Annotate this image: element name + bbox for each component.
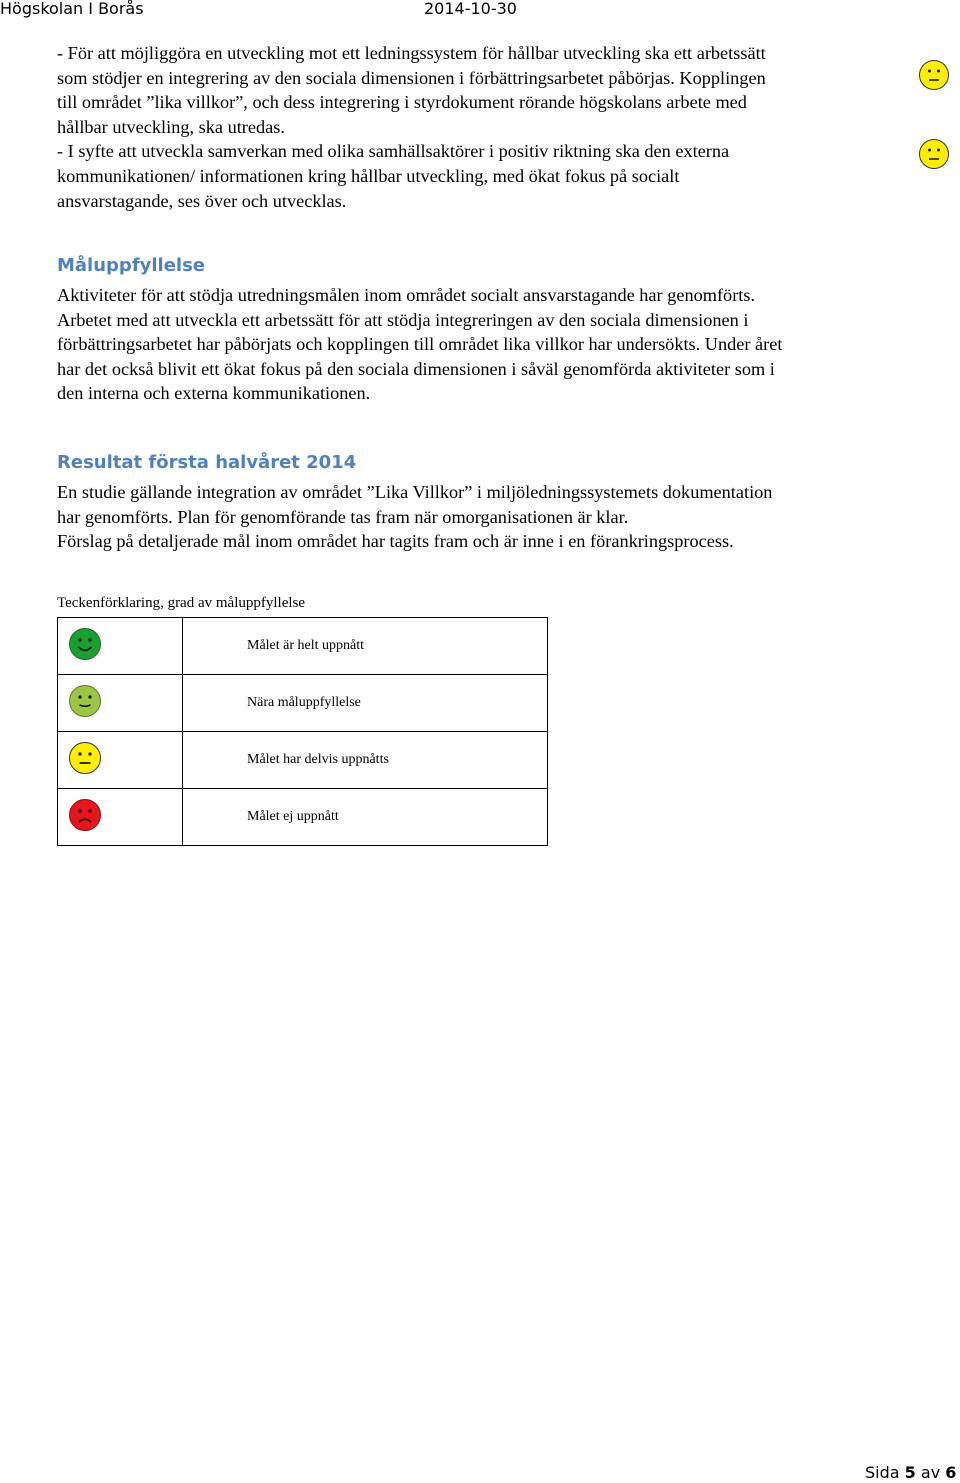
- resultat-line: Förslag på detaljerade mål inom området har tagits fram och är inne i en förankringsprocess.: [57, 531, 734, 552]
- footer-page-number: 5: [904, 1463, 916, 1482]
- header-date: 2014-10-30: [424, 0, 517, 18]
- resultat-paragraph: [57, 480, 917, 554]
- maluppfyllelse-line: förbättringsarbetet har påbörjats och kopplingen till området lika villkor har undersökts. Under året: [57, 334, 783, 355]
- maluppfyllelse-paragraph: [57, 283, 917, 406]
- footer-prefix: Sida: [865, 1463, 905, 1482]
- maluppfyllelse-heading: Måluppfyllelse: [57, 255, 206, 276]
- header-institution: Högskolan I Borås: [0, 0, 144, 18]
- resultat-line: En studie gällande integration av området ”Lika Villkor” i miljöledningssystemets dokumentation: [57, 482, 773, 502]
- footer-middle: av: [915, 1463, 946, 1482]
- page-header: [0, 0, 960, 22]
- legend-row: [58, 789, 548, 846]
- legend-row: [58, 618, 548, 675]
- legend-icon-cell: [58, 618, 183, 675]
- intro-paragraph: [57, 41, 917, 213]
- legend-label: Nära måluppfyllelse: [183, 675, 548, 732]
- smiley-yellow-icon: [918, 138, 950, 170]
- resultat-heading: Resultat första halvåret 2014: [57, 452, 357, 473]
- intro-line: till området ”lika villkor”, och dess integrering i styrdokument rörande högskolans arbete med: [57, 92, 747, 113]
- smiley-red-icon: [68, 798, 102, 832]
- legend-icon-cell: [58, 675, 183, 732]
- intro-line: kommunikationen/ informationen kring hållbar utveckling, med ökat fokus på socialt: [57, 165, 680, 186]
- legend-icon-cell: [58, 732, 183, 789]
- maluppfyllelse-line: Aktiviteter för att stödja utredningsmålen inom området socialt ansvarstagande har genomförts.: [57, 285, 756, 305]
- legend-label: Målet är helt uppnått: [183, 618, 548, 675]
- page-footer: [865, 1464, 956, 1482]
- smiley-green-icon: [68, 627, 102, 661]
- legend-row: [58, 675, 548, 732]
- legend-label: Målet har delvis uppnåtts: [183, 732, 548, 789]
- smiley-yellow-icon: [918, 59, 950, 91]
- maluppfyllelse-line: har det också blivit ett ökat fokus på den sociala dimensionen i såväl genomförda aktiviteter som i: [57, 358, 775, 379]
- legend-title: Teckenförklaring, grad av måluppfyllelse: [57, 595, 306, 611]
- resultat-line: har genomförts. Plan för genomförande tas fram när omorganisationen är klar.: [57, 506, 629, 527]
- intro-line: - För att möjliggöra en utveckling mot ett ledningssystem för hållbar utveckling ska ett arbetssätt: [57, 43, 766, 63]
- intro-line: ansvarstagande, ses över och utvecklas.: [57, 190, 347, 211]
- maluppfyllelse-line: Arbetet med att utveckla ett arbetssätt för att stödja integreringen av den sociala dimensionen i: [57, 309, 749, 330]
- smiley-yellow-icon: [68, 741, 102, 775]
- intro-line: som stödjer en integrering av den sociala dimensionen i förbättringsarbetet påbörjas. Kopplingen: [57, 67, 766, 88]
- legend-icon-cell: [58, 789, 183, 846]
- intro-line: - I syfte att utveckla samverkan med olika samhällsaktörer i positiv riktning ska den externa: [57, 141, 730, 162]
- intro-line: hållbar utveckling, ska utredas.: [57, 116, 285, 137]
- legend-table: [57, 617, 548, 846]
- smiley-lightgreen-icon: [68, 684, 102, 718]
- maluppfyllelse-line: den interna och externa kommunikationen.: [57, 383, 371, 404]
- legend-row: [58, 732, 548, 789]
- legend-label: Målet ej uppnått: [183, 789, 548, 846]
- footer-page-total: 6: [945, 1463, 957, 1482]
